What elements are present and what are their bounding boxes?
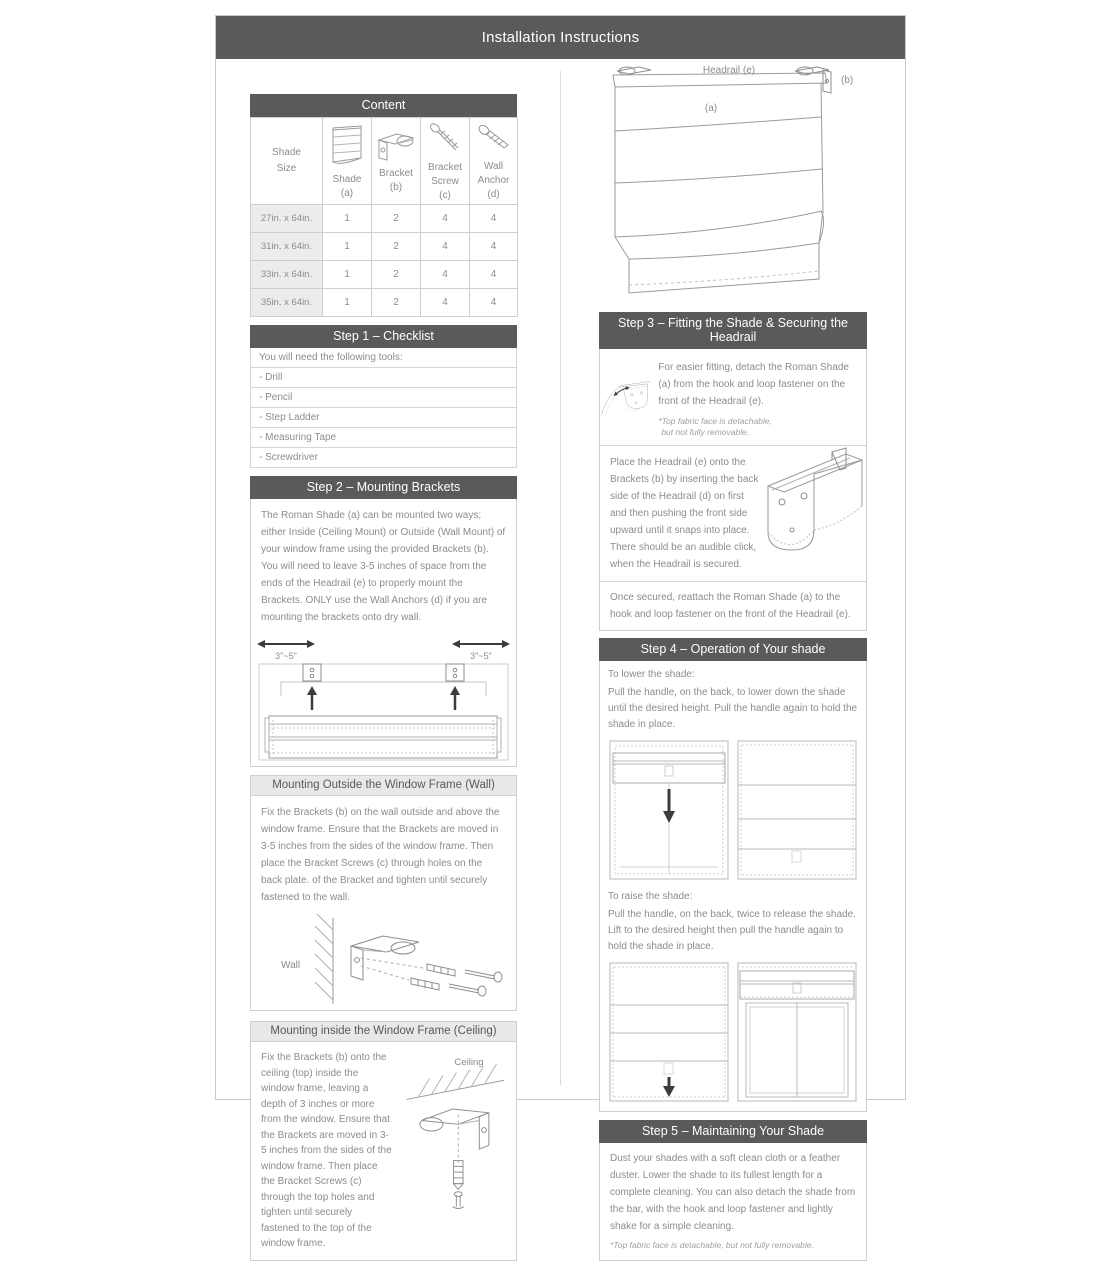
page-title: Installation Instructions [216,16,905,59]
shade-lowered-diagram-1 [736,739,858,881]
wall-anchor-icon [476,123,512,155]
content-section [250,94,517,317]
svg-text:Wall: Wall [281,960,301,971]
wall-mount-header: Mounting Outside the Window Frame (Wall) [250,775,517,796]
shade-lowering-diagram-1 [608,739,730,881]
parts-table [250,117,518,317]
shade-column-header: Shade (a) [323,118,372,205]
step4-section [599,638,867,1112]
step5-body: Dust your shades with a soft clean cloth or a feather duster. Lower the shade to its fullest length for a complete cleaning. You can also detach the shade from the bar, with the hook and loop fastener and lightly shake for a simple cleaning. [610,1153,856,1232]
step3-part1: For easier fitting, detach the Roman Shade (a) from the hook and loop fastener on the front of the Headrail (e). [658,362,849,407]
step4-lower-body: Pull the handle, on the back, to lower down the shade until the desired height. Pull the handle again to hold the shade in place. [608,687,858,730]
ceiling-mount-body: Fix the Brackets (b) onto the ceiling (top) inside the window frame, leaving a depth of 3 inches or more from the window. Ensure that the Brackets are moved in 3-5 inches from the sides of the window frame. Then place the Bracket Screws (c) through the top holes and tighten until securely fastened to the top of the window frame. [261,1052,392,1249]
step4-header: Step 4 – Operation of Your shade [599,638,867,661]
step1-header: Step 1 – Checklist [250,325,517,348]
bracket-column-header: Bracket (b) [372,118,421,205]
table-row: 33in. x 64in. 1 2 4 4 [251,261,518,289]
wall-mount-body: Fix the Brackets (b) on the wall outside and above the window frame. Ensure that the Brackets are moved in 3-5 inches from the sides of the window frame. Then place the Bracket Screws (c) through holes on the back plate. of the Bracket and tighten until securely fastened to the wall. [261,807,500,903]
right-column [599,61,867,1261]
checklist-item: - Pencil [250,388,517,408]
column-divider [560,71,561,1085]
step2-section [250,476,517,767]
size-header-cell: Shade Size [251,118,323,205]
wall-mount-diagram [251,914,516,1010]
step5-note: *Top fabric face is detachable, but not fully removable. [610,1240,814,1250]
table-row: 27in. x 64in. 1 2 4 4 [251,205,518,233]
checklist-item: - Drill [250,368,517,388]
checklist-item: - Step Ladder [250,408,517,428]
content-header: Content [250,94,517,117]
shade-release-diagram [608,961,730,1103]
table-row: 31in. x 64in. 1 2 4 4 [251,233,518,261]
svg-text:3"~5": 3"~5" [275,651,297,661]
step3-note-line1: *Top fabric face is detachable, [658,416,772,426]
bracket-screw-column-header: Bracket Screw (c) [421,118,470,205]
svg-text:(b): (b) [841,75,854,86]
ceiling-mount-diagram [397,1050,510,1212]
headrail-snap-diagram [762,446,866,564]
wall-anchor-column-header: Wall Anchor (d) [470,118,518,205]
step5-section [599,1120,867,1261]
svg-text:3"~5": 3"~5" [470,651,492,661]
wall-mount-section [250,775,517,1011]
step4-lower-intro: To lower the shade: [608,669,695,680]
bracket-icon [375,130,417,162]
svg-text:Headrail (e): Headrail (e) [702,65,756,76]
step4-raise-intro: To raise the shade: [608,891,693,902]
roman-shade-diagram [599,61,867,301]
step5-header: Step 5 – Maintaining Your Shade [599,1120,867,1143]
svg-text:(a): (a) [704,103,718,114]
shade-icon [330,124,364,168]
svg-text:Ceiling: Ceiling [454,1056,484,1068]
bracket-screw-icon [428,122,462,156]
checklist-item: - Screwdriver [250,448,517,468]
ceiling-mount-section [250,1021,517,1261]
checklist-intro: You will need the following tools: [250,348,517,368]
step2-body: The Roman Shade (a) can be mounted two ways; either Inside (Ceiling Mount) or Outside (Wall Mount) of your window frame using the provided Brackets (b). You will need to leave 3-5 inches of space from the ends of the Headrail (e) to properly mount the Brackets. ONLY use the Wall Anchors (d) if you are mounting the brackets onto dry wall. [261,510,506,623]
step3-part3: Once secured, reattach the Roman Shade (a) to the hook and loop fastener on the front of the Headrail (e). [610,592,851,620]
checklist-item: - Measuring Tape [250,428,517,448]
step3-section [599,312,867,631]
bracket-spacing-diagram [251,634,516,766]
table-row: 35in. x 64in. 1 2 4 4 [251,289,518,317]
table-header-row [251,118,518,205]
fabric-detach-diagram [600,349,652,445]
step2-header: Step 2 – Mounting Brackets [250,476,517,499]
instruction-sheet [215,15,906,1250]
left-column [250,94,517,1261]
step3-note-line2: but not fully removable. [661,427,750,437]
step3-header: Step 3 – Fitting the Shade & Securing the Headrail [599,312,867,349]
step3-part2: Place the Headrail (e) onto the Brackets (b) by inserting the back side of the Headrail (d) on first and then pushing the front side upward until it snaps into place. There should be an audible click, when the Headrail is secured. [610,457,759,570]
step1-section [250,325,517,468]
step4-raise-body: Pull the handle, on the back, twice to release the shade. Lift to the desired height then pull the handle again to hold the shade in place. [608,909,856,952]
shade-raised-diagram [736,961,858,1103]
ceiling-mount-header: Mounting inside the Window Frame (Ceiling) [250,1021,517,1042]
